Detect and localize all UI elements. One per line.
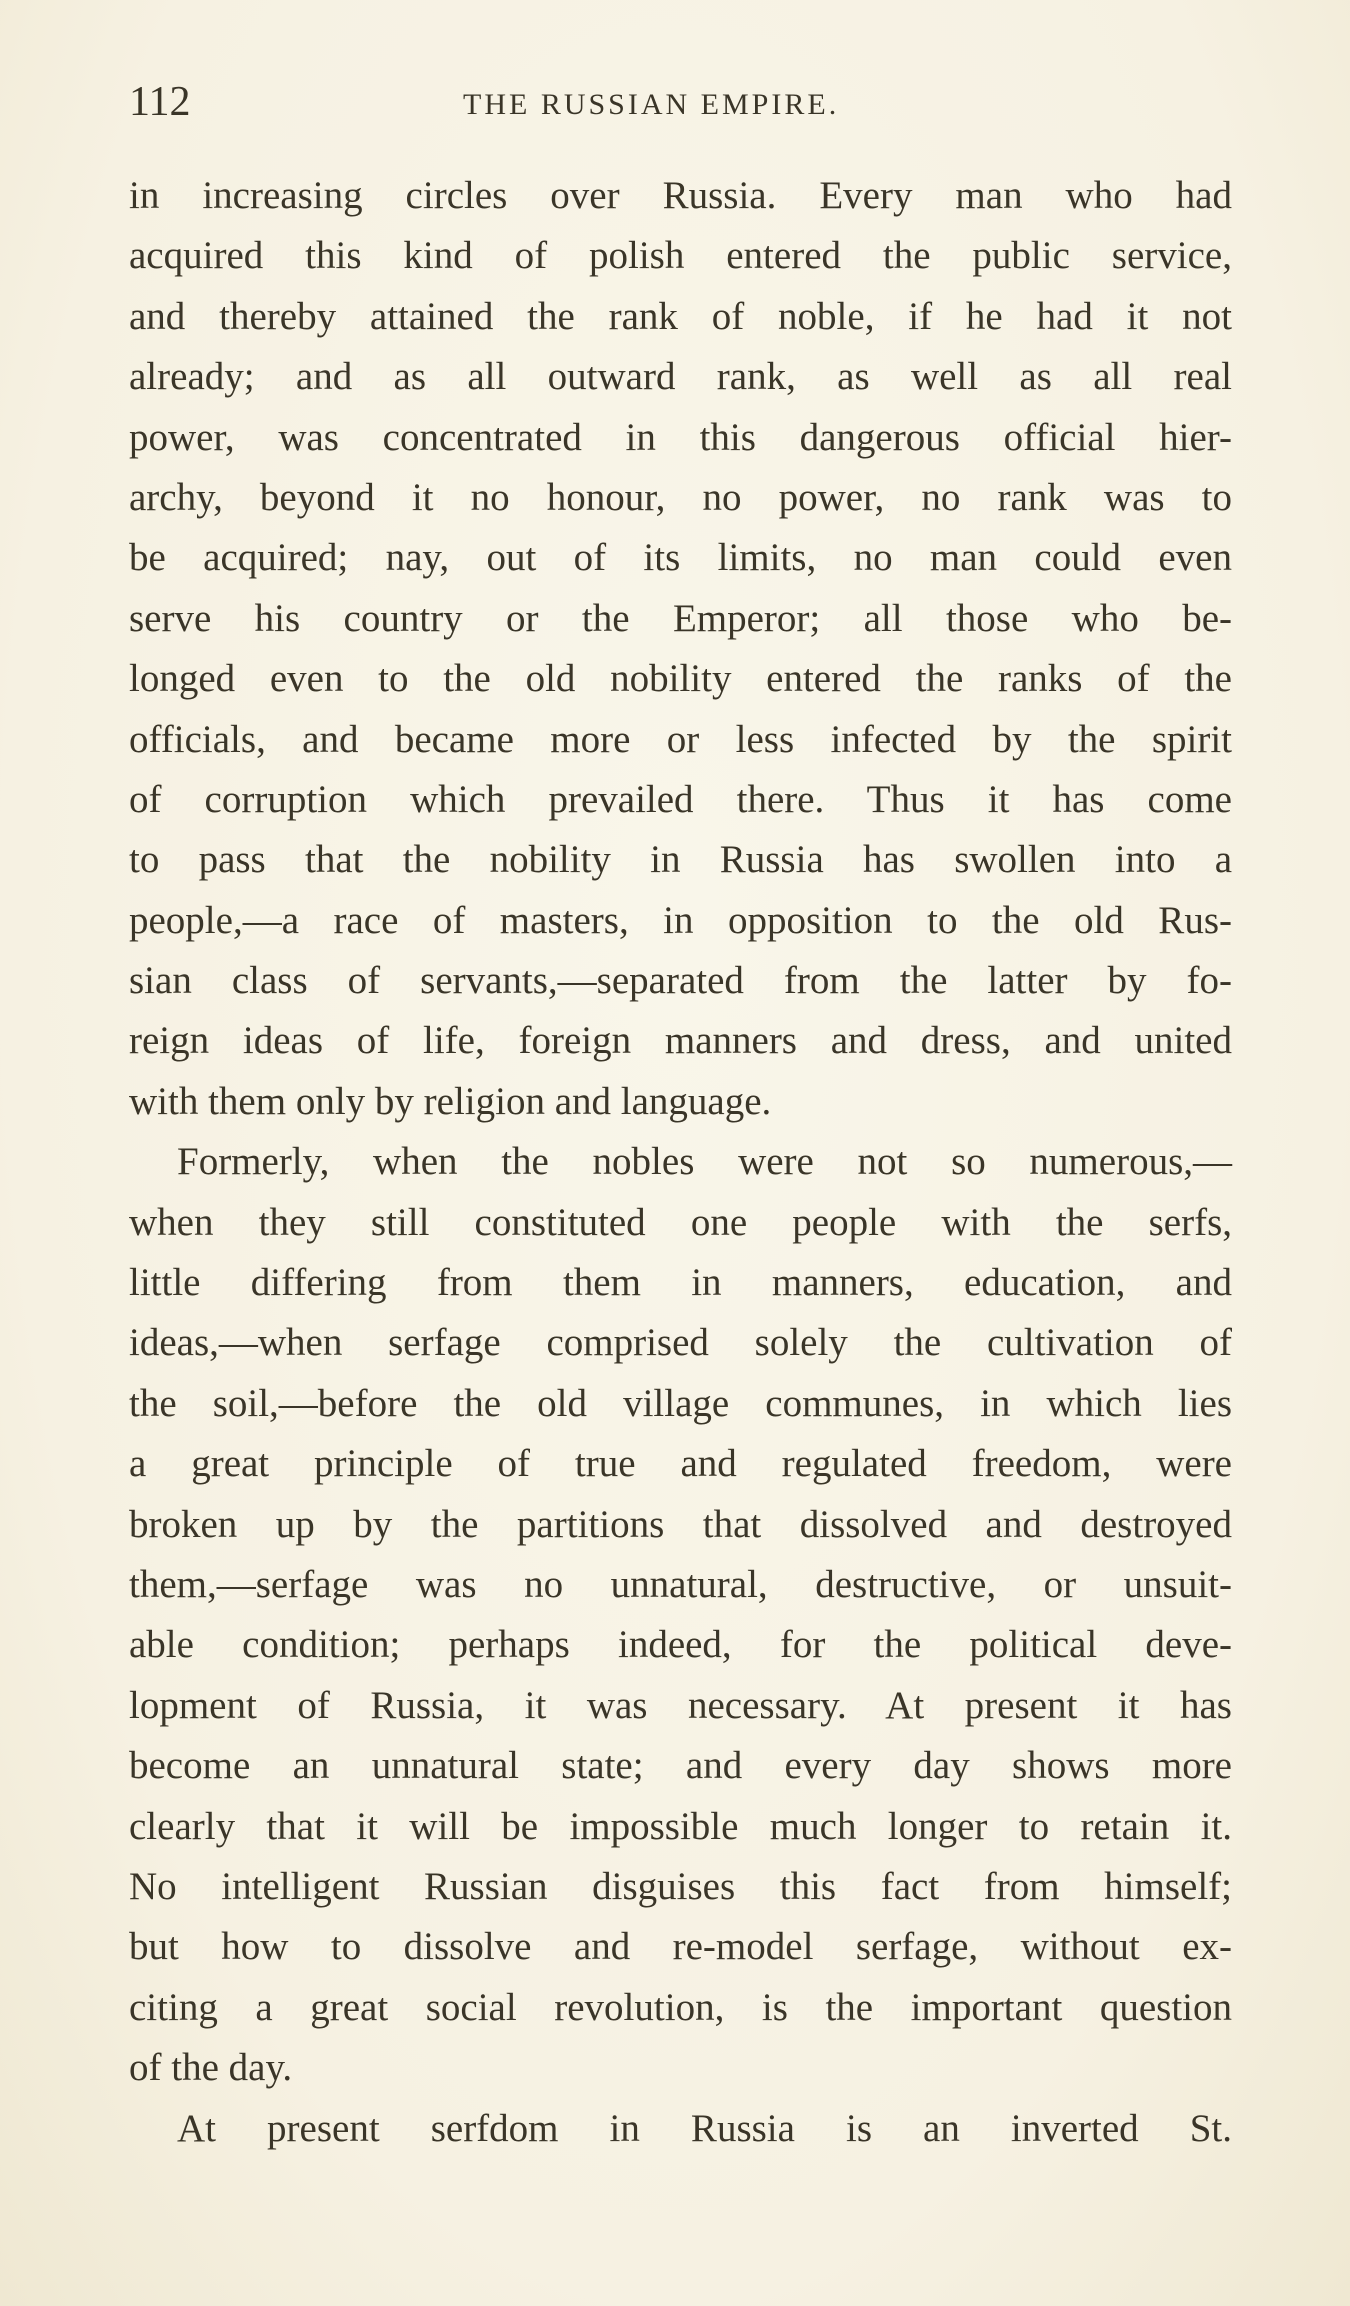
text-line: them,—serfage was no unnatural, destructive, or unsuit- — [129, 1562, 1232, 1606]
text-line: and thereby attained the rank of noble, if he had it not — [129, 294, 1232, 338]
body-text — [129, 166, 1232, 2159]
text-line: Formerly, when the nobles were not so numerous,— — [177, 1140, 1232, 1184]
text-line: citing a great social revolution, is the important question — [129, 1985, 1232, 2029]
text-line: sian class of servants,—separated from the latter by fo- — [129, 959, 1232, 1003]
text-line: be acquired; nay, out of its limits, no man could even — [129, 536, 1232, 580]
text-line: acquired this kind of polish entered the public service, — [129, 234, 1232, 278]
text-line: of corruption which prevailed there. Thus it has come — [129, 777, 1232, 821]
text-line: broken up by the partitions that dissolved and destroyed — [129, 1502, 1232, 1546]
text-line: people,—a race of masters, in opposition to the old Rus- — [129, 898, 1232, 942]
text-line: little differing from them in manners, education, and — [129, 1261, 1232, 1305]
text-line: a great principle of true and regulated freedom, were — [129, 1442, 1232, 1486]
text-line: of the day. — [129, 2046, 293, 2090]
text-line: in increasing circles over Russia. Every man who had — [129, 174, 1232, 217]
text-line: able condition; perhaps indeed, for the political deve- — [129, 1623, 1232, 1667]
text-line: clearly that it will be impossible much longer to retain it. — [129, 1804, 1232, 1848]
text-line: but how to dissolve and re-model serfage, without ex- — [129, 1925, 1232, 1969]
text-line: longed even to the old nobility entered the ranks of the — [129, 657, 1232, 701]
text-line: officials, and became more or less infected by the spirit — [129, 717, 1232, 761]
text-line: ideas,—when serfage comprised solely the cultivation of — [129, 1321, 1232, 1365]
text-line: already; and as all outward rank, as well as all real — [129, 355, 1232, 399]
text-line: with them only by religion and language. — [129, 1079, 772, 1123]
text-line: reign ideas of life, foreign manners and dress, and united — [129, 1019, 1232, 1063]
text-line: serve his country or the Emperor; all those who be- — [129, 596, 1232, 640]
text-line: the soil,—before the old village communes, in which lies — [129, 1381, 1232, 1425]
text-line: lopment of Russia, it was necessary. At present it has — [129, 1683, 1232, 1727]
text-line: No intelligent Russian disguises this fact from himself; — [129, 1864, 1232, 1908]
page-number: 112 — [129, 79, 191, 125]
text-line: power, was concentrated in this dangerous official hier- — [129, 415, 1232, 459]
text-line: At present serfdom in Russia is an inverted St. — [177, 2106, 1232, 2150]
text-line: become an unnatural state; and every day shows more — [129, 1744, 1232, 1788]
running-title: THE RUSSIAN EMPIRE. — [463, 88, 840, 121]
text-line: to pass that the nobility in Russia has swollen into a — [129, 838, 1232, 882]
text-line: archy, beyond it no honour, no power, no rank was to — [129, 475, 1232, 519]
text-line: when they still constituted one people with the serfs, — [129, 1200, 1232, 1244]
